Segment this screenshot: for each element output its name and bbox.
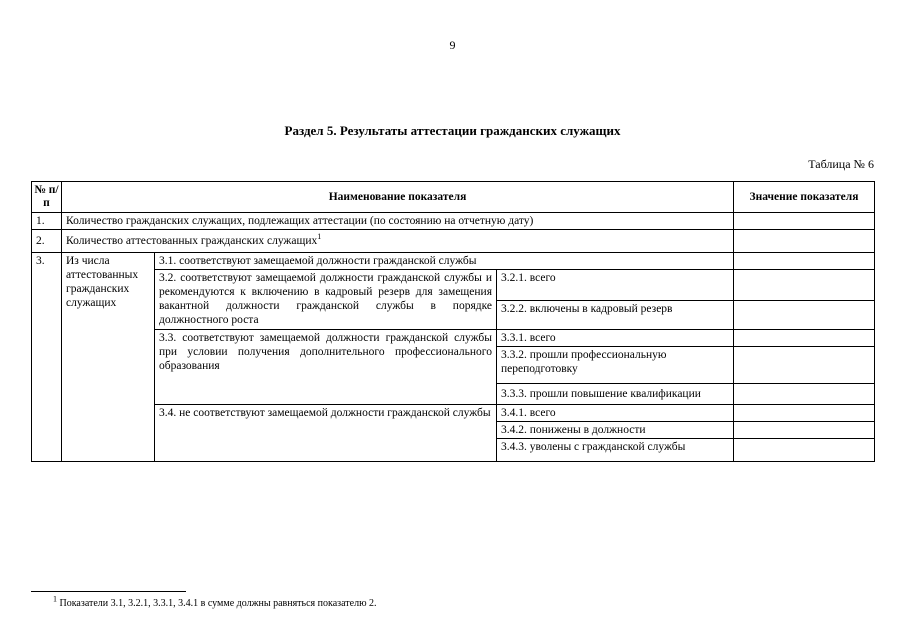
subrow-3-3-1: 3.3.1. всего — [497, 330, 734, 347]
value-cell — [734, 439, 875, 462]
subrow-3-4-2: 3.4.2. понижены в должности — [497, 422, 734, 439]
footnote — [53, 594, 377, 609]
header-num: № п/п — [32, 182, 62, 213]
subrow-3-4: 3.4. не соответствуют замещаемой должности гражданской службы — [155, 405, 497, 462]
value-cell — [734, 405, 875, 422]
subrow-3-3-3: 3.3.3. прошли повышение квалификации — [497, 384, 734, 405]
row-num: 1. — [32, 213, 62, 230]
row-text-label: Количество аттестованных гражданских служащих — [66, 235, 318, 247]
subrow-3-3-2: 3.3.2. прошли профессиональную переподготовку — [497, 347, 734, 384]
group-label: Из числа аттестованных гражданских служащих — [62, 253, 155, 462]
row-num: 2. — [32, 230, 62, 253]
row-text — [62, 230, 734, 253]
value-cell — [734, 213, 875, 230]
value-cell — [734, 230, 875, 253]
table-label: Таблица № 6 — [808, 157, 874, 171]
table-row — [32, 270, 875, 301]
table-row — [32, 330, 875, 347]
page-number: 9 — [449, 38, 456, 52]
subrow-3-4-1: 3.4.1. всего — [497, 405, 734, 422]
value-cell — [734, 270, 875, 301]
table-row — [32, 230, 875, 253]
table-header-row — [32, 182, 875, 213]
row-num: 3. — [32, 253, 62, 462]
table-row — [32, 253, 875, 270]
attestation-table — [31, 181, 875, 462]
subrow-3-2: 3.2. соответствуют замещаемой должности гражданской службы и рекомендуются к включению в кадровый резерв для замещения вакантной должности гражданской службы в порядке должностного роста — [155, 270, 497, 330]
row-text: Количество гражданских служащих, подлежащих аттестации (по состоянию на отчетную дату) — [62, 213, 734, 230]
subrow-3-1: 3.1. соответствуют замещаемой должности гражданской службы — [155, 253, 734, 270]
subrow-3-2-2: 3.2.2. включены в кадровый резерв — [497, 301, 734, 330]
section-title: Раздел 5. Результаты аттестации гражданских служащих — [284, 123, 621, 138]
table-row — [32, 405, 875, 422]
footnote-ref: 1 — [317, 232, 322, 242]
subrow-3-4-3: 3.4.3. уволены с гражданской службы — [497, 439, 734, 462]
footnote-text: Показатели 3.1, 3.2.1, 3.3.1, 3.4.1 в сумме должны равняться показателю 2. — [57, 598, 377, 609]
value-cell — [734, 330, 875, 347]
header-indicator-value: Значение показателя — [734, 182, 875, 213]
value-cell — [734, 253, 875, 270]
value-cell — [734, 422, 875, 439]
footnote-mark: 1 — [53, 594, 57, 604]
subrow-3-3: 3.3. соответствуют замещаемой должности гражданской службы при условии получения дополнительного профессионального образования — [155, 330, 497, 405]
table-row — [32, 213, 875, 230]
header-indicator-name: Наименование показателя — [62, 182, 734, 213]
value-cell — [734, 347, 875, 384]
value-cell — [734, 384, 875, 405]
value-cell — [734, 301, 875, 330]
subrow-3-2-1: 3.2.1. всего — [497, 270, 734, 301]
footnote-divider — [31, 591, 186, 592]
